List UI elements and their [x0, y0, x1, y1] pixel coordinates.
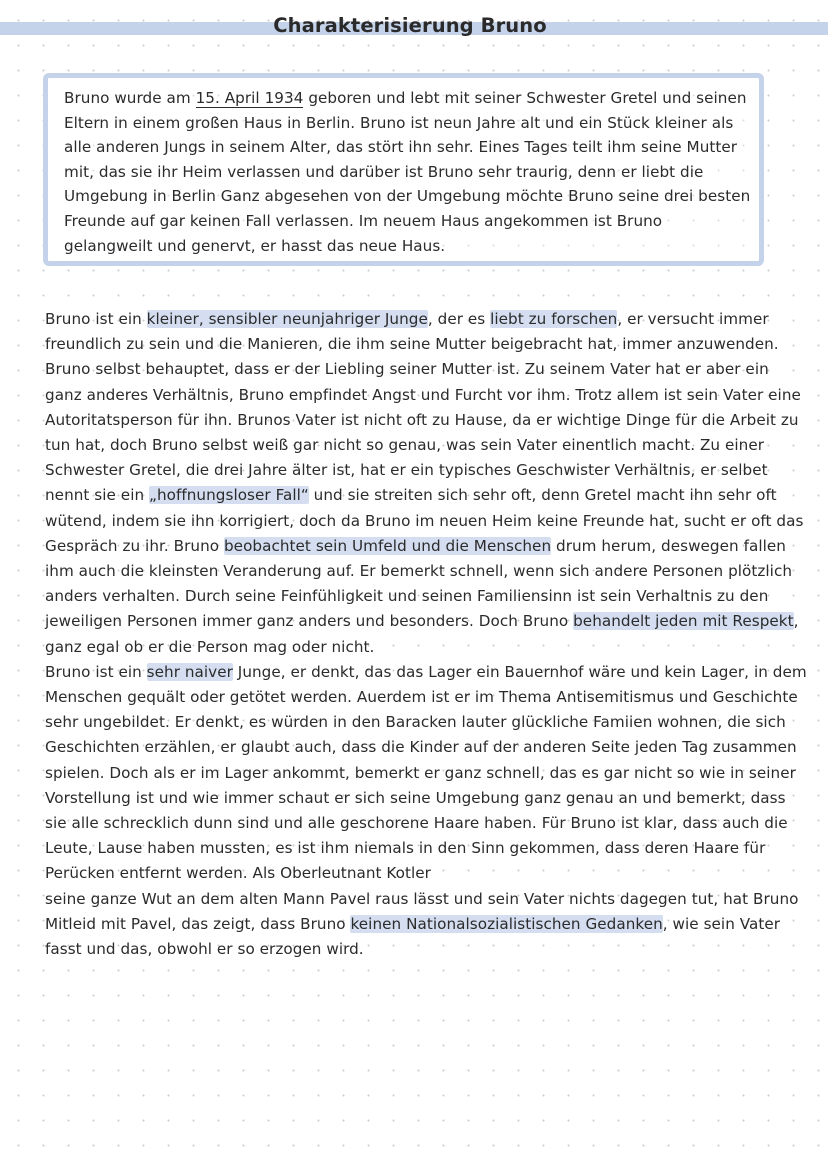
highlight-hopeless-case: „hoffnungsloser Fall“: [149, 486, 309, 505]
intro-box: [43, 73, 764, 266]
text-segment: , ganz egal ob er die Person mag oder nicht.: [45, 612, 799, 656]
text-segment: und sie streiten sich sehr oft, denn Gretel macht ihn sehr oft wütend, indem sie ihn korrigiert, doch da Bruno im neuen Heim keine Freunde hat, sucht er oft das Gespräch zu ihr. Bruno: [45, 486, 804, 555]
highlight-naive: sehr naiver: [146, 662, 233, 681]
birth-date: 15. April 1934: [195, 89, 304, 107]
intro-paragraph: [64, 86, 754, 258]
intro-text-start: Bruno wurde am: [64, 89, 196, 107]
text-segment: , der es: [427, 310, 491, 328]
text-segment: Bruno ist ein: [45, 310, 147, 328]
text-segment: , er versucht immer freundlich zu sein und die Manieren, die ihm seine Mutter beigebracht hat, immer anzuwenden. Bruno selbst behauptet, dass er der Liebling seiner Mutter ist. Zu seinem Vater hat er aber ein ganz anderes Verhältnis, Bruno empfindet Angst und Furcht vor ihm. Trotz allem ist sein Vater eine Autoritatsperson für ihn. Brunos Vater ist nicht oft zu Hause, da er wichtige Dinge für die Arbeit zu tun hat, doch Bruno selbst weiß gar nicht so genau, was sein Vater einentlich macht. Zu einer Schwester Gretel, die drei Jahre älter ist, hat er ein typisches Geschwister Verhältnis, er selbet nennt sie ein: [45, 310, 801, 505]
page-title: Charakterisierung Bruno: [273, 14, 547, 37]
highlight-no-nazi-thoughts: keinen Nationalsozialistischen Gedanken: [350, 914, 663, 933]
intro-text-rest: geboren und lebt mit seiner Schwester Gretel und seinen Eltern in einem großen Haus in Berlin. Bruno ist neun Jahre alt und ein Stück kleiner als alle anderen Jungs in seinem Alter, das stört ihn sehr. Eines Tages teilt ihm seine Mutter mit, das sie ihr Heim verlassen und darüber ist Bruno sehr traurig, denn er liebt die Umgebung in Berlin Ganz abgesehen von der Umgebung möchte Bruno seine drei besten Freunde auf gar keinen Fall verlassen. Im neuem Haus angekommen ist Bruno gelangweilt und genervt, er hasst das neue Haus.: [64, 89, 751, 255]
highlight-likes-research: liebt zu forschen: [490, 310, 618, 328]
highlight-small-sensitive: kleiner, sensibler neunjahriger Junge: [146, 310, 428, 328]
text-segment: Junge, er denkt, das das Lager ein Bauernhof wäre und kein Lager, in dem Menschen gequält oder getötet werden. Auerdem ist er im Thema Antisemitismus und Geschichte sehr ungebildet. Er denkt, es würden in den Baracken lauter glückliche Famiien wohnen, die sich Geschichten erzählen, er glaubt auch, dass die Kinder auf der anderen Seite jeden Tag zusammen spielen. Doch als er im Lager ankommt, bemerkt er ganz schnell, das es gar nicht so wie in seiner Vorstellung ist und wie immer schaut er sich seine Umgebung ganz genau an und bemerkt, dass sie alle schrecklich dunn sind und alle geschorene Haare haben. Für Bruno ist klar, dass auch die Leute, Lause haben mussten, es ist ihm niemals in den Sinn gekommen, dass deren Haare für Perücken entfernt werden. Als Oberleutnant Kotler: [45, 662, 807, 883]
highlight-observes: beobachtet sein Umfeld und die Menschen: [223, 536, 552, 555]
text-segment: , wie sein Vater fasst und das, obwohl er so erzogen wird.: [45, 914, 781, 959]
main-paragraph: [45, 307, 810, 962]
text-segment: Bruno ist ein: [45, 662, 147, 681]
text-segment: seine ganze Wut an dem alten Mann Pavel raus lässt und sein Vater nichts dagegen tut, hat Bruno Mitleid mit Pavel, das zeigt, dass Bruno: [45, 889, 799, 933]
text-segment: drum herum, deswegen fallen ihm auch die kleinsten Veranderung auf. Er bemerkt schnell, wenn sich andere Personen plötzlich anders verhalten. Durch seine Feinfühligkeit und seinen Familiensinn ist sein Verhaltnis zu den jeweiligen Personen immer ganz anders und besonders. Doch Bruno: [45, 536, 793, 631]
highlight-respect: behandelt jeden mit Respekt: [573, 612, 794, 631]
